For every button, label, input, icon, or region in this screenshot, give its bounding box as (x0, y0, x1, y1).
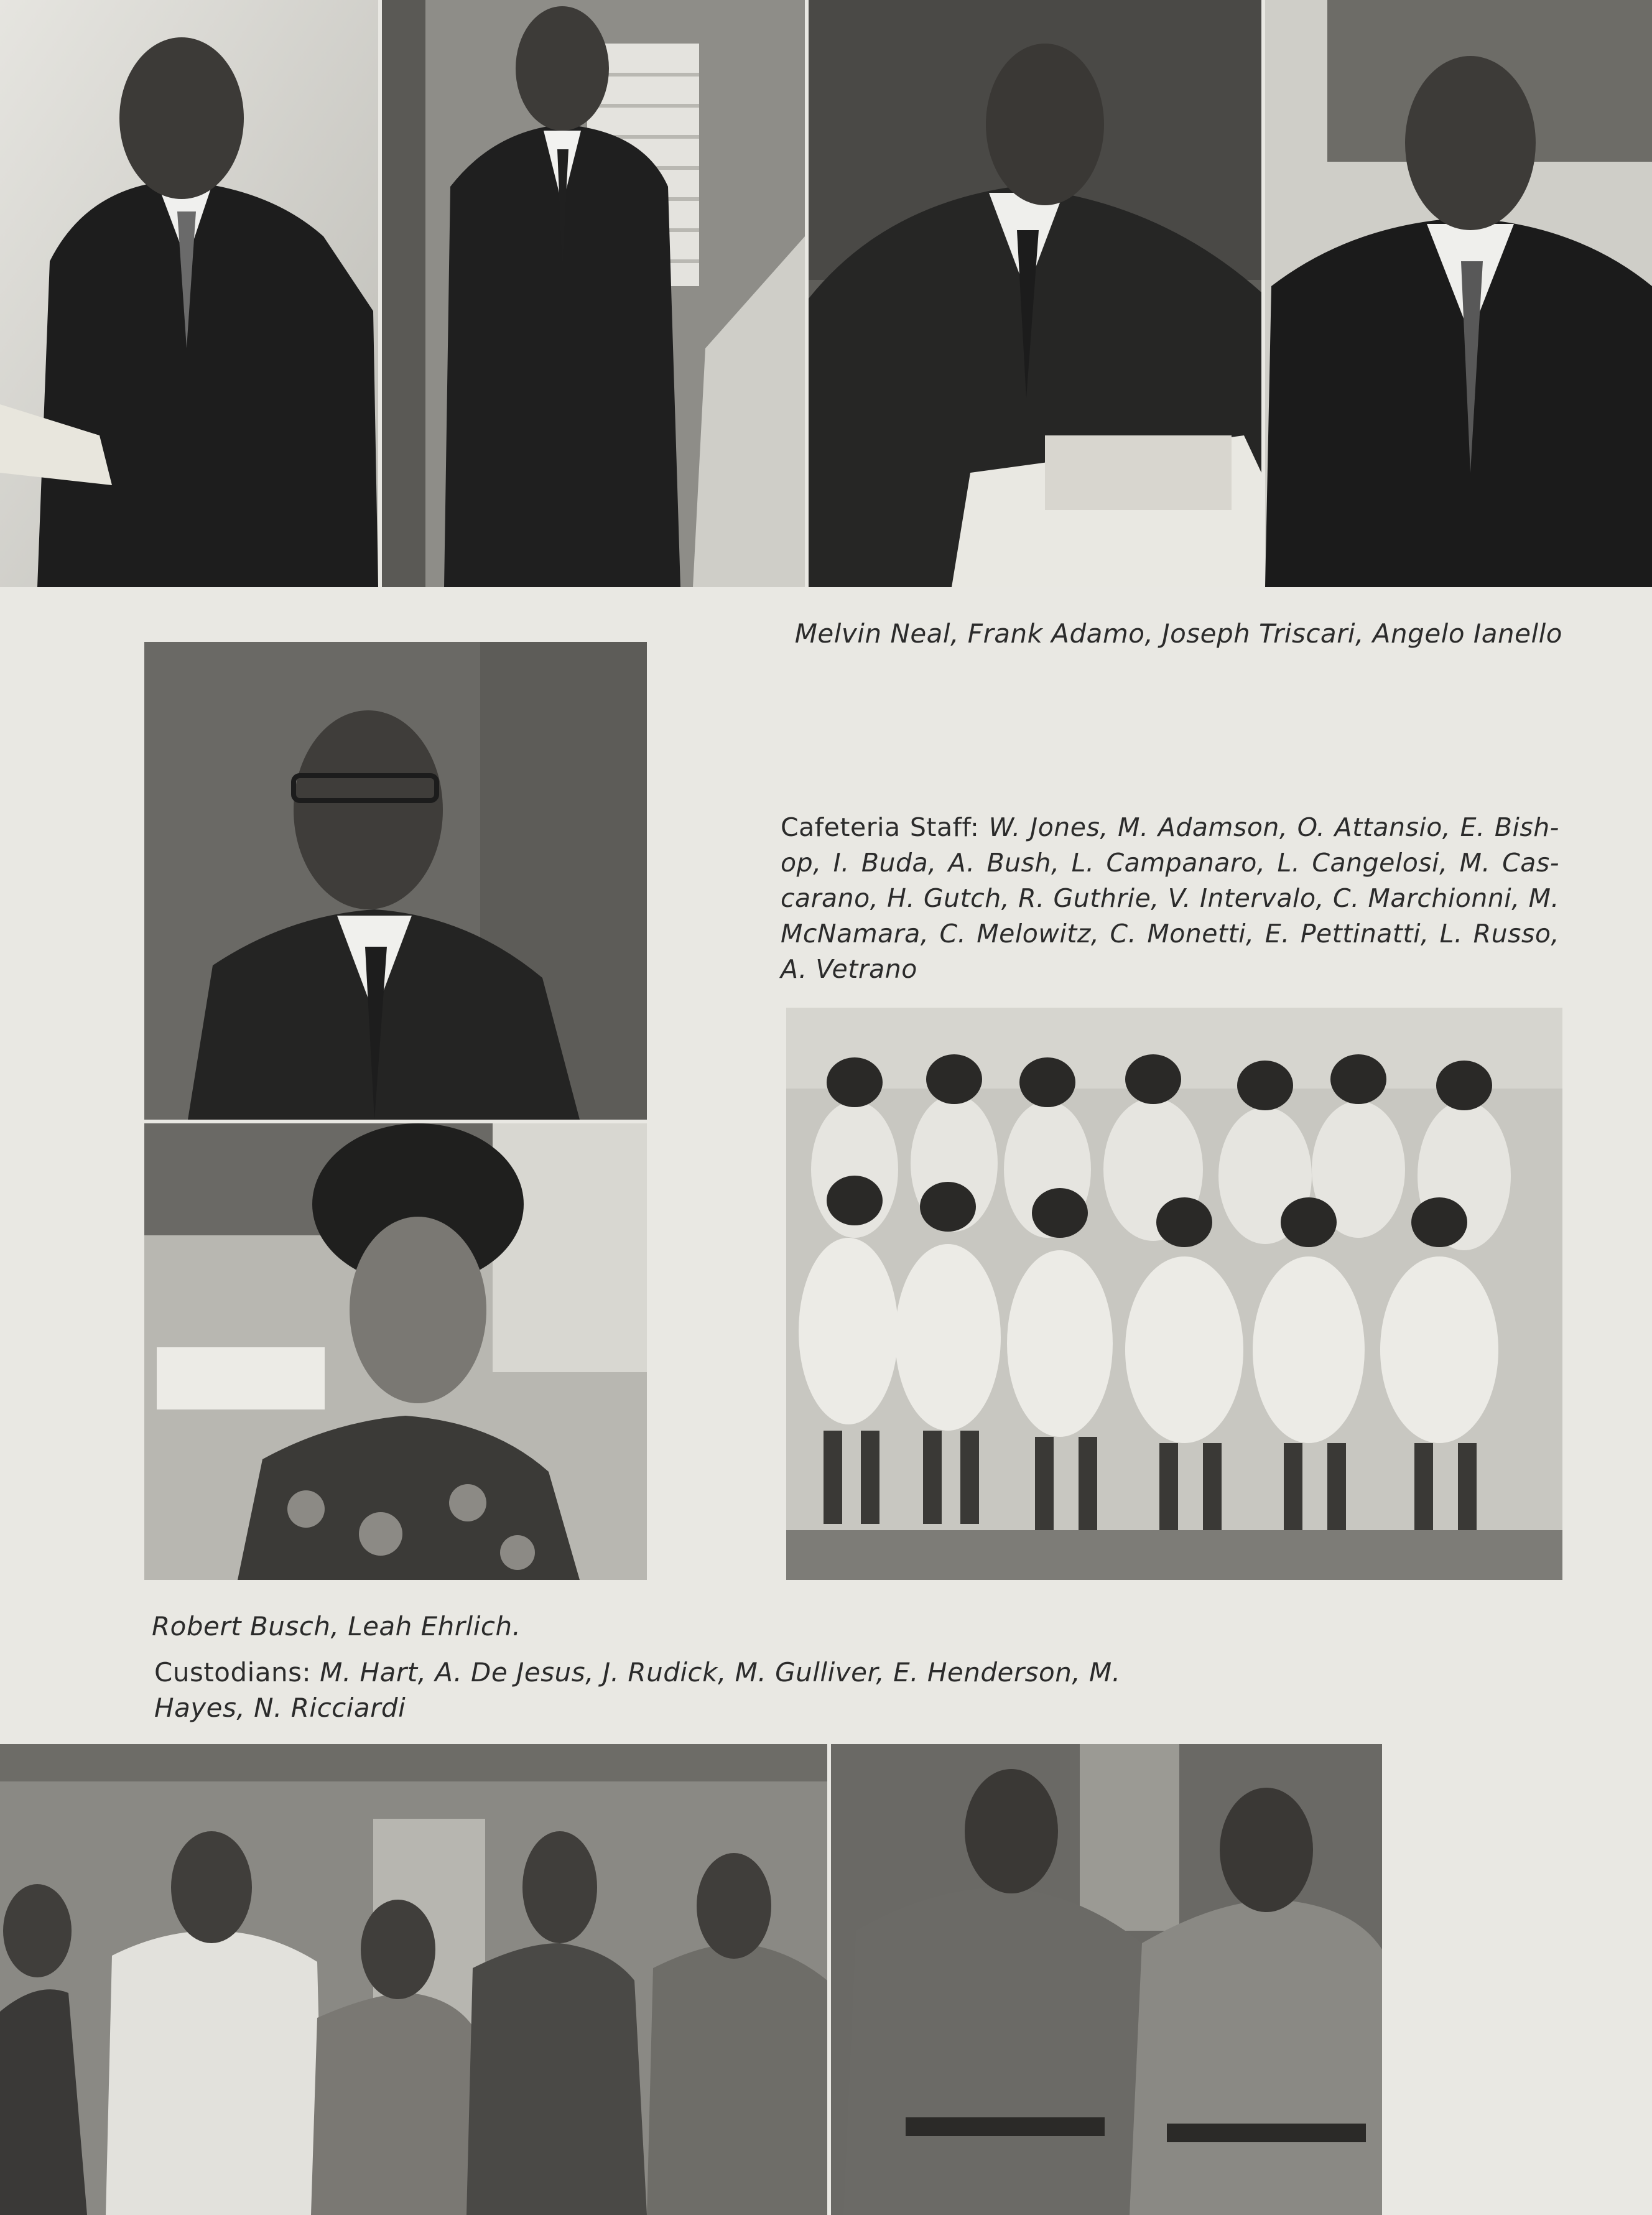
photo-two-custodians (831, 1744, 1382, 2215)
photo-angelo-ianello (1265, 0, 1652, 587)
cafeteria-label: Cafeteria Staff: (781, 812, 980, 842)
cafeteria-names: W. Jones, M. Adamson, O. Attansio, E. Bish-op, I. Buda, A. Bush, L. Campanaro, L. Cangelosi, M. Cas-carano, H. Gutch, R. Guthrie, V. Intervalo, C. Marchionni, M. McNamara, C. Melowitz, C. Monetti, E. Pettinatti, L. Russo, A. Vetrano (781, 812, 1559, 984)
photo-cafeteria-staff (786, 1008, 1562, 1580)
photo-robert-busch (144, 642, 647, 1120)
photo-melvin-neal (0, 0, 378, 587)
caption-cafeteria (781, 810, 1559, 987)
custodians-names: M. Hart, A. De Jesus, J. Rudick, M. Gulliver, E. Henderson, M. Hayes, N. Ricciardi (154, 1657, 1121, 1723)
photo-custodians-group (0, 1744, 827, 2215)
custodians-label: Custodians: (154, 1657, 312, 1688)
photo-joseph-triscari (809, 0, 1261, 587)
caption-custodians (154, 1655, 1137, 1725)
caption-middle-names: Robert Busch, Leah Ehrlich. (152, 1611, 521, 1642)
caption-top-names: Melvin Neal, Frank Adamo, Joseph Triscari, Angelo Ianello (794, 618, 1562, 649)
photo-leah-ehrlich (144, 1123, 647, 1580)
photo-frank-adamo (382, 0, 805, 587)
